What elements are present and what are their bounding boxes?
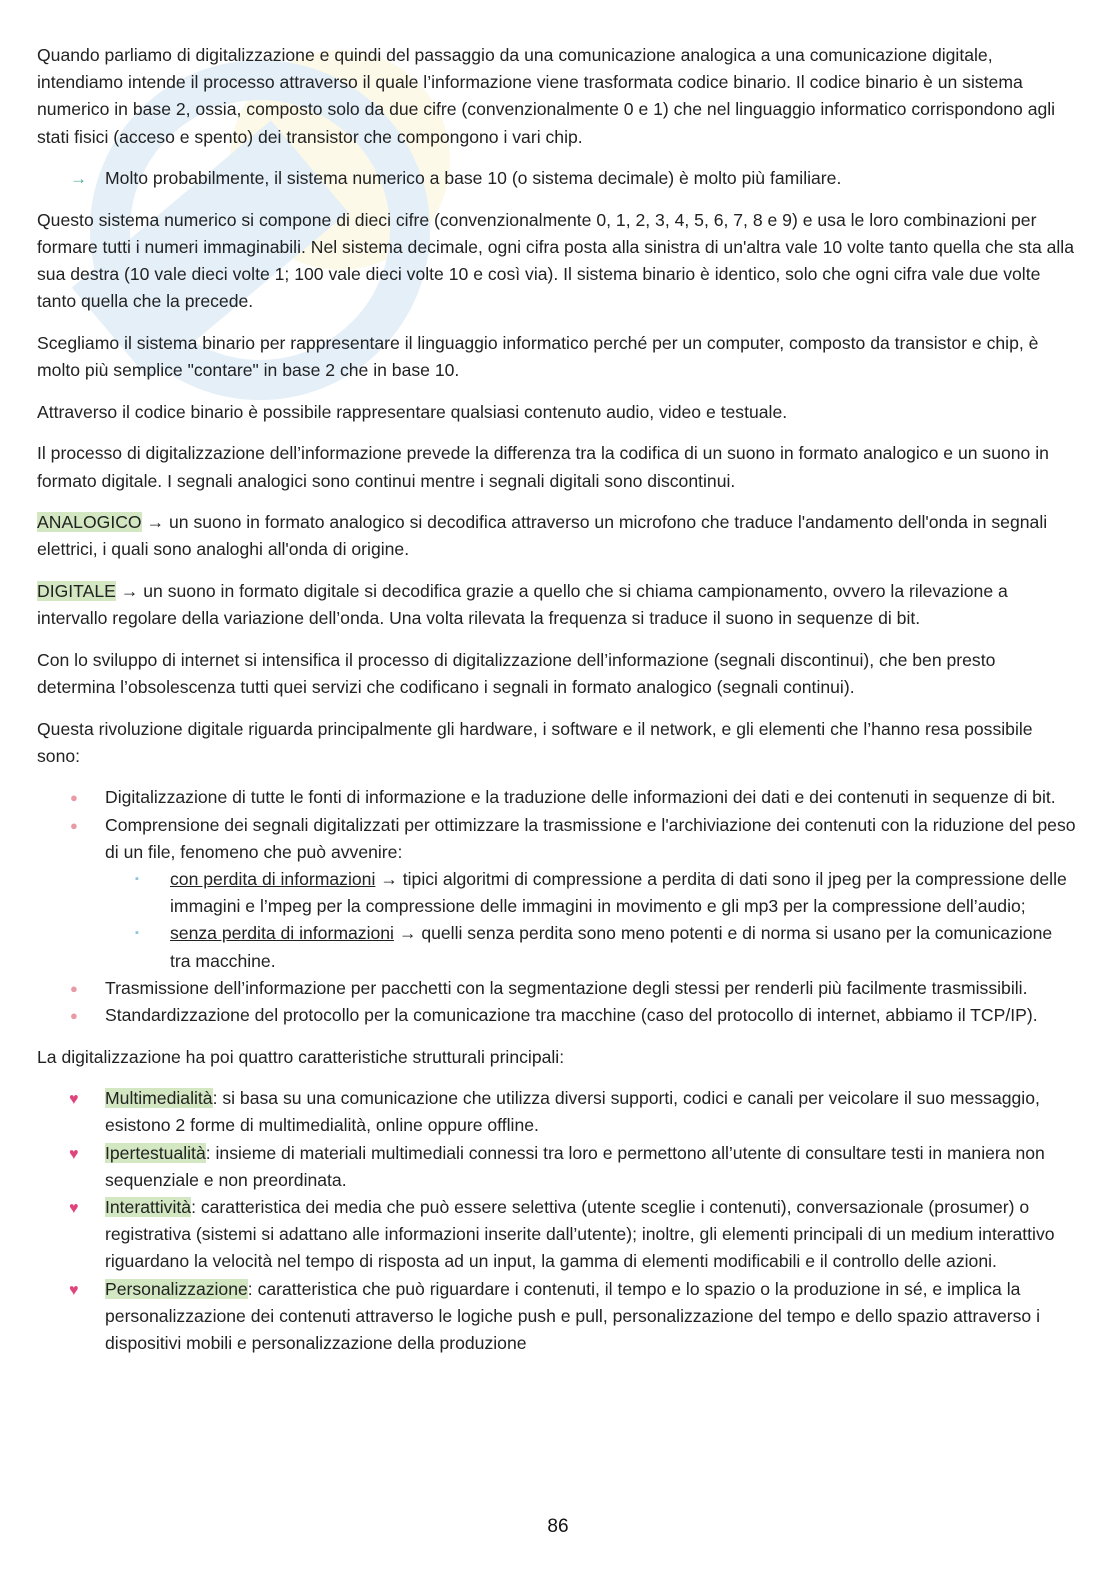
feature-label: Interattività bbox=[105, 1197, 192, 1217]
list-item-text: Digitalizzazione di tutte le fonti di informazione e la traduzione delle informazioni dei dati e dei contenuti in sequenze di bit. bbox=[105, 787, 1056, 808]
heart-icon: ♥ bbox=[69, 1091, 79, 1109]
analogico-label: ANALOGICO bbox=[37, 512, 142, 533]
sub-item-label: senza perdita di informazioni bbox=[170, 923, 394, 944]
feature-text: : insieme di materiali multimediali connessi tra loro e permettono all’utente di consultare testi in maniera non sequenziale e non preordinata. bbox=[105, 1142, 1045, 1190]
arrow-note-text: Molto probabilmente, il sistema numerico a base 10 (o sistema decimale) è molto più familiare. bbox=[105, 168, 842, 189]
feature-label: Ipertestualità bbox=[105, 1142, 206, 1163]
bullet-square-icon: ▪ bbox=[135, 872, 139, 885]
feature-text: : si basa su una comunicazione che utilizza diversi supporti, codici e canali per veicolare il suo messaggio, esistono 2 forme di multimedialità, online oppure offline. bbox=[105, 1088, 1040, 1136]
features-list bbox=[37, 1085, 1077, 1357]
page-number: 86 bbox=[547, 1516, 569, 1537]
analogico-text: → un suono in formato analogico si decodifica attraverso un microfono che traduce l'andamento dell'onda in segnali elettrici, i quali sono analoghi all'onda di origine. bbox=[37, 512, 1048, 560]
bullet-square-icon: ▪ bbox=[135, 927, 139, 940]
sub-list-item bbox=[105, 920, 1077, 974]
paragraph-internet: Con lo sviluppo di internet si intensifica il processo di digitalizzazione dell’informazione (segnali discontinui), che ben presto determina l’obsolescenza tutti quei servizi che codificano i segnali in formato analogico (segnali continui). bbox=[37, 649, 996, 697]
list-item-text: Trasmissione dell’informazione per pacchetti con la segmentazione degli stessi per renderli più facilmente trasmissibili. bbox=[105, 977, 1028, 998]
feature-item bbox=[37, 1194, 1077, 1276]
heart-icon: ♥ bbox=[69, 1281, 79, 1299]
list-item bbox=[37, 1002, 1077, 1029]
list-item bbox=[37, 975, 1077, 1002]
feature-item bbox=[37, 1140, 1077, 1194]
feature-item bbox=[37, 1276, 1077, 1358]
sub-item-text: → tipici algoritmi di compressione a perdita di dati sono il jpeg per la compressione delle immagini e l’mpeg per la compressione delle immagini in movimento e gli mp3 per la compressione dell’audio; bbox=[170, 868, 1067, 917]
digitale-label: DIGITALE bbox=[37, 580, 116, 601]
list-item bbox=[37, 812, 1077, 975]
list-item-text: Standardizzazione del protocollo per la comunicazione tra macchine (caso del protocollo di internet, abbiamo il TCP/IP). bbox=[105, 1005, 1038, 1025]
feature-label: Multimedialità bbox=[105, 1088, 213, 1109]
paragraph-digitalization-process: Il processo di digitalizzazione dell’informazione prevede la differenza tra la codifica di un suono in formato analogico e un suono in formato digitale. I segnali analogici sono continui mentre i segnali digitali sono discontinui. bbox=[37, 443, 1049, 491]
heart-icon: ♥ bbox=[69, 1145, 79, 1163]
paragraph-digitale bbox=[37, 578, 1077, 632]
bullet-dot-icon: ● bbox=[70, 1008, 78, 1023]
paragraph-binary-content: Attraverso il codice binario è possibile rappresentare qualsiasi contenuto audio, video e testuale. bbox=[37, 401, 788, 422]
paragraph-intro: Quando parliamo di digitalizzazione e quindi del passaggio da una comunicazione analogica a una comunicazione digitale, intendiamo intende il processo attraverso il quale l’informazione viene trasformata codice binario. Il codice binario è un sistema numerico in base 2, ossia, composto solo da due cifre (convenzionalmente 0 e 1) che nel linguaggio informatico corrispondono agli stati fisici (acceso e spento) dei transistor che compongono i vari chip. bbox=[37, 45, 1056, 147]
paragraph-decimal: Questo sistema numerico si compone di dieci cifre (convenzionalmente 0, 1, 2, 3, 4, 5, 6, 7, 8 e 9) e usa le loro combinazioni per formare tutti i numeri immaginabili. Nel sistema decimale, ogni cifra posta alla sinistra di un'altra vale 10 volte tanto quella che sta alla sua destra (10 vale dieci volte 1; 100 vale dieci volte 10 e così via). Il sistema binario è identico, solo che ogni cifra vale due volte tanto quella che la precede. bbox=[37, 209, 1075, 312]
sub-item-text: → quelli senza perdita sono meno potenti e di norma si usano per la comunicazione tra macchine. bbox=[170, 923, 1053, 971]
list-item-text: Comprensione dei segnali digitalizzati per ottimizzare la trasmissione e l'archiviazione dei contenuti con la riduzione del peso di un file, fenomeno che può avvenire: bbox=[105, 814, 1076, 862]
paragraph-revolution: Questa rivoluzione digitale riguarda principalmente gli hardware, i software e il network, e gli elementi che l’hanno resa possibile sono: bbox=[37, 718, 1033, 766]
paragraph-binary-choice: Scegliamo il sistema binario per rappresentare il linguaggio informatico perché per un computer, composto da transistor e chip, è molto più semplice "contare" in base 2 che in base 10. bbox=[37, 333, 1039, 381]
document-body bbox=[37, 42, 1077, 1372]
revolution-list bbox=[37, 784, 1077, 1029]
bullet-dot-icon: ● bbox=[70, 980, 78, 996]
feature-label: Personalizzazione bbox=[105, 1278, 248, 1299]
digitale-text: → un suono in formato digitale si decodifica grazie a quello che si chiama campionamento, ovvero la rilevazione a intervallo regolare della variazione dell’onda. Una volta rilevata la frequenza si traduce il suono in sequenze di bit. bbox=[37, 580, 1008, 629]
list-item bbox=[37, 784, 1077, 811]
paragraph-features-intro: La digitalizzazione ha poi quattro caratteristiche strutturali principali: bbox=[37, 1046, 565, 1067]
feature-text: : caratteristica dei media che può essere selettiva (utente sceglie i contenuti), conversazionale (prosumer) o registrativa (sistemi si adattano alle informazioni inserite dall’utente); inoltre, gli elementi principali di un medium interattivo riguardano la velocità nel tempo di risposta ad un input, la gamma di elementi modificabili e il controllo delle azioni. bbox=[105, 1197, 1055, 1272]
sub-item-label: con perdita di informazioni bbox=[170, 868, 376, 889]
arrow-note bbox=[37, 165, 1077, 192]
feature-text: : caratteristica che può riguardare i contenuti, il tempo e lo spazio o la produzione in sé, e implica la personalizzazione dei contenuti attraverso le logiche push e pull, personalizzazione del tempo e dello spazio attraverso i dispositivi mobili e personalizzazione della produzione bbox=[105, 1278, 1040, 1354]
feature-item bbox=[37, 1085, 1077, 1139]
bullet-dot-icon: ● bbox=[70, 817, 78, 833]
bullet-dot-icon: ● bbox=[70, 790, 78, 806]
arrow-right-icon: → bbox=[70, 169, 87, 189]
heart-icon: ♥ bbox=[69, 1200, 79, 1217]
sub-list-item bbox=[105, 866, 1077, 920]
paragraph-analogico bbox=[37, 509, 1077, 563]
